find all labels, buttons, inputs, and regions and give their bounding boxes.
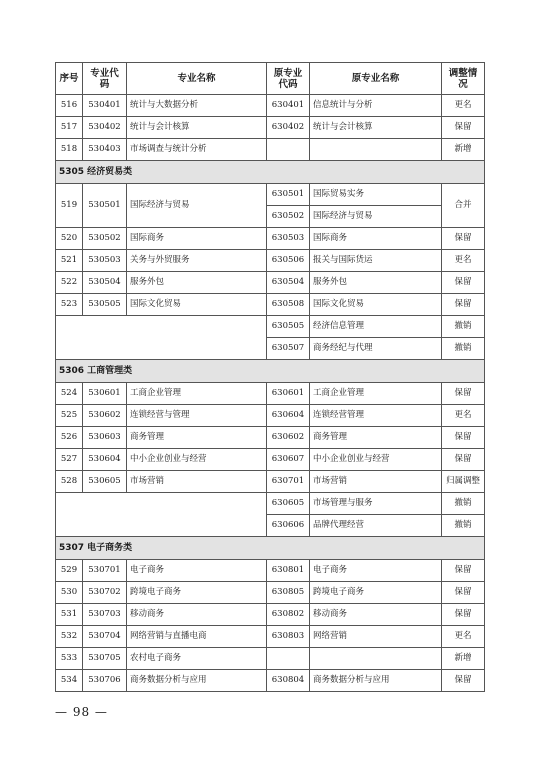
cell-status: 保留 [442,670,485,692]
page-number: — 98 — [55,705,108,719]
cell-orig-code: 630503 [267,228,310,250]
cell-orig-code [267,139,310,161]
cell-seq: 520 [56,228,83,250]
cell-seq: 527 [56,449,83,471]
cell-orig-name [310,648,442,670]
header-seq: 序号 [56,63,83,95]
cell-orig-code: 630506 [267,250,310,272]
table-row [56,228,485,250]
cell-status: 更名 [442,95,485,117]
cell-orig-code: 630802 [267,604,310,626]
cell-code: 530402 [83,117,127,139]
cell-seq: 528 [56,471,83,493]
cell-orig-code: 630402 [267,117,310,139]
cell-name: 统计与大数据分析 [127,95,267,117]
major-adjustment-table [55,62,485,692]
cell-status: 更名 [442,405,485,427]
cell-name: 国际文化贸易 [127,294,267,316]
cell-status: 保留 [442,294,485,316]
cell-seq: 534 [56,670,83,692]
cell-seq: 533 [56,648,83,670]
cell-status: 撤销 [442,515,485,537]
cell-seq: 526 [56,427,83,449]
category-row [56,161,485,184]
category-title: 5307 电子商务类 [56,537,485,560]
table-row [56,95,485,117]
table-row [56,648,485,670]
cell-orig-code: 630604 [267,405,310,427]
cell-name: 连锁经营与管理 [127,405,267,427]
cell-orig-code: 630606 [267,515,310,537]
cell-orig-name: 工商企业管理 [310,383,442,405]
cell-code: 530603 [83,427,127,449]
cell-orig-code: 630701 [267,471,310,493]
table-row [56,184,485,206]
cell-seq: 525 [56,405,83,427]
cell-code: 530605 [83,471,127,493]
cell-code: 530702 [83,582,127,604]
table-row [56,272,485,294]
cell-status: 撤销 [442,493,485,515]
cell-orig-name: 品牌代理经营 [310,515,442,537]
cell-orig-name: 网络营销 [310,626,442,648]
cell-orig-name: 中小企业创业与经营 [310,449,442,471]
table-row [56,670,485,692]
cell-status: 归属调整 [442,471,485,493]
cell-seq: 522 [56,272,83,294]
cell-orig-name: 国际经济与贸易 [310,206,442,228]
cell-orig-code: 630803 [267,626,310,648]
table-row [56,117,485,139]
cell-orig-code: 630605 [267,493,310,515]
cell-orig-name: 经济信息管理 [310,316,442,338]
cell-name: 国际经济与贸易 [127,184,267,228]
cell-code: 530501 [83,184,127,228]
cell-orig-name: 跨境电子商务 [310,582,442,604]
table-row [56,250,485,272]
cell-status: 保留 [442,272,485,294]
cell-name: 服务外包 [127,272,267,294]
table-row [56,493,485,515]
table-row [56,405,485,427]
cell-orig-code: 630502 [267,206,310,228]
cell-code: 530701 [83,560,127,582]
cell-status: 新增 [442,648,485,670]
table-row [56,449,485,471]
cell-code: 530504 [83,272,127,294]
cell-seq: 529 [56,560,83,582]
cell-code: 530705 [83,648,127,670]
cell-orig-code: 630507 [267,338,310,360]
cell-name: 农村电子商务 [127,648,267,670]
cell-code: 530403 [83,139,127,161]
cell-status: 撤销 [442,316,485,338]
cell-seq: 523 [56,294,83,316]
category-title: 5306 工商管理类 [56,360,485,383]
cell-orig-name: 商务经纪与代理 [310,338,442,360]
cell-orig-name: 国际文化贸易 [310,294,442,316]
cell-name: 移动商务 [127,604,267,626]
header-orig-code: 原专业代码 [267,63,310,95]
cell-status: 撤销 [442,338,485,360]
cell-orig-name: 国际商务 [310,228,442,250]
cell-code: 530604 [83,449,127,471]
table-row [56,626,485,648]
table-row [56,383,485,405]
cell-seq: 532 [56,626,83,648]
cell-orig-name: 信息统计与分析 [310,95,442,117]
cell-name: 市场调查与统计分析 [127,139,267,161]
table-row [56,316,485,338]
cell-code: 530704 [83,626,127,648]
cell-orig-name: 商务数据分析与应用 [310,670,442,692]
cell-seq: 530 [56,582,83,604]
cell-seq: 517 [56,117,83,139]
table-row [56,471,485,493]
header-status: 调整情况 [442,63,485,95]
category-row [56,360,485,383]
cell-status: 合并 [442,184,485,228]
cell-status: 保留 [442,117,485,139]
cell-status: 保留 [442,604,485,626]
cell-name: 电子商务 [127,560,267,582]
table-row [56,604,485,626]
cell-orig-code: 630804 [267,670,310,692]
cell-seq: 518 [56,139,83,161]
cell-orig-code: 630805 [267,582,310,604]
cell-orig-code: 630504 [267,272,310,294]
cell-code: 530401 [83,95,127,117]
cell-orig-name: 服务外包 [310,272,442,294]
cell-orig-code: 630602 [267,427,310,449]
cell-status: 保留 [442,582,485,604]
cell-orig-code: 630505 [267,316,310,338]
header-code: 专业代码 [83,63,127,95]
cell-orig-name: 商务管理 [310,427,442,449]
cell-name: 国际商务 [127,228,267,250]
cell-status: 保留 [442,383,485,405]
cell-name: 关务与外贸服务 [127,250,267,272]
cell-empty [56,316,267,360]
table-row [56,560,485,582]
cell-orig-code [267,648,310,670]
cell-status: 保留 [442,560,485,582]
cell-seq: 524 [56,383,83,405]
cell-orig-code: 630508 [267,294,310,316]
cell-orig-name [310,139,442,161]
cell-orig-code: 630401 [267,95,310,117]
cell-seq: 521 [56,250,83,272]
cell-orig-code: 630501 [267,184,310,206]
cell-status: 更名 [442,626,485,648]
cell-code: 530503 [83,250,127,272]
cell-orig-name: 国际贸易实务 [310,184,442,206]
cell-seq: 519 [56,184,83,228]
cell-orig-name: 市场管理与服务 [310,493,442,515]
cell-status: 更名 [442,250,485,272]
cell-code: 530703 [83,604,127,626]
cell-name: 市场营销 [127,471,267,493]
cell-status: 保留 [442,449,485,471]
cell-status: 新增 [442,139,485,161]
cell-orig-name: 连锁经营管理 [310,405,442,427]
table-row [56,294,485,316]
cell-code: 530706 [83,670,127,692]
table-header-row [56,63,485,95]
cell-orig-code: 630607 [267,449,310,471]
cell-status: 保留 [442,427,485,449]
table-row [56,582,485,604]
cell-orig-name: 统计与会计核算 [310,117,442,139]
table-row [56,139,485,161]
category-row [56,537,485,560]
header-orig-name: 原专业名称 [310,63,442,95]
header-name: 专业名称 [127,63,267,95]
cell-code: 530502 [83,228,127,250]
cell-orig-name: 市场营销 [310,471,442,493]
category-title: 5305 经济贸易类 [56,161,485,184]
cell-name: 商务数据分析与应用 [127,670,267,692]
cell-orig-name: 报关与国际货运 [310,250,442,272]
cell-name: 跨境电子商务 [127,582,267,604]
cell-name: 商务管理 [127,427,267,449]
cell-orig-code: 630801 [267,560,310,582]
cell-seq: 516 [56,95,83,117]
cell-name: 中小企业创业与经营 [127,449,267,471]
table-row [56,427,485,449]
cell-empty [56,493,267,537]
cell-code: 530505 [83,294,127,316]
cell-orig-name: 移动商务 [310,604,442,626]
cell-seq: 531 [56,604,83,626]
cell-code: 530602 [83,405,127,427]
cell-orig-name: 电子商务 [310,560,442,582]
cell-name: 工商企业管理 [127,383,267,405]
cell-code: 530601 [83,383,127,405]
cell-name: 统计与会计核算 [127,117,267,139]
cell-status: 保留 [442,228,485,250]
cell-orig-code: 630601 [267,383,310,405]
cell-name: 网络营销与直播电商 [127,626,267,648]
